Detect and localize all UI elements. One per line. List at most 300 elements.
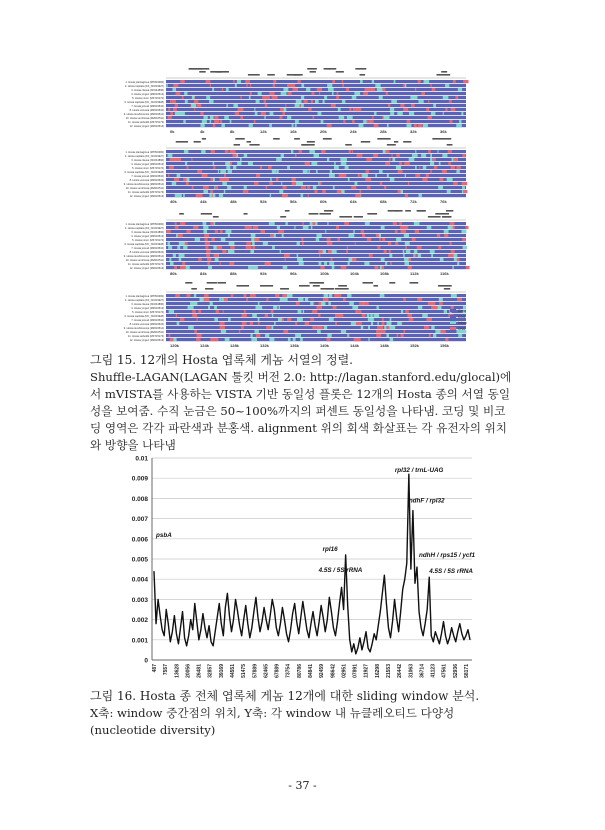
identity-segment (273, 306, 277, 309)
identity-segment (352, 96, 357, 99)
identity-segment (170, 112, 173, 115)
identity-segment (235, 112, 239, 115)
identity-segment (220, 262, 221, 265)
x-tick-label: 80786 (296, 664, 303, 678)
identity-segment (194, 108, 195, 111)
identity-segment (431, 326, 434, 329)
identity-segment (352, 150, 353, 153)
identity-segment (318, 250, 323, 253)
identity-segment (180, 266, 186, 269)
identity-segment (288, 338, 291, 341)
identity-segment (203, 226, 208, 229)
identity-segment (197, 170, 202, 173)
identity-segment (204, 294, 209, 297)
identity-segment (203, 186, 207, 189)
identity-segment (456, 124, 462, 127)
identity-segment (194, 330, 197, 333)
position-tick-label: 156k (440, 343, 449, 348)
species-label: 6. Hosta capitata (NC_NC019928) (124, 243, 164, 247)
identity-segment (209, 100, 214, 103)
identity-segment (186, 230, 190, 233)
legend-swatch (450, 315, 456, 318)
gene-arrow (345, 144, 352, 146)
identity-segment (170, 262, 173, 265)
identity-segment (310, 318, 314, 321)
species-track (166, 182, 466, 185)
identity-segment (184, 92, 187, 95)
identity-segment (228, 234, 230, 237)
identity-segment (331, 258, 333, 261)
identity-segment (269, 182, 272, 185)
identity-segment (324, 96, 327, 99)
position-tick-label: 68k (380, 199, 387, 204)
identity-segment (327, 124, 332, 127)
identity-segment (287, 294, 293, 297)
identity-segment (395, 242, 398, 245)
x-tick-label: 62465 (263, 664, 270, 678)
identity-segment (351, 186, 356, 189)
gene-arrow (285, 210, 290, 212)
species-label: 2. Hosta capitata (KF_NC019927) (124, 155, 164, 159)
x-tick-label: 126442 (397, 664, 404, 678)
identity-segment (399, 222, 402, 225)
identity-segment (295, 154, 297, 157)
identity-segment (250, 294, 256, 297)
identity-segment (188, 326, 194, 329)
figure-16-caption-head: 그림 16. Hosta 종 전체 엽록체 게놈 12개에 대한 sliding window 분석. (90, 689, 480, 703)
identity-segment (439, 302, 443, 305)
identity-segment (270, 112, 274, 115)
identity-segment (341, 162, 347, 165)
identity-segment (389, 326, 395, 329)
identity-segment (462, 154, 465, 157)
identity-segment (453, 182, 457, 185)
identity-segment (463, 80, 468, 83)
identity-segment (206, 80, 211, 83)
identity-segment (285, 104, 286, 107)
identity-segment (283, 88, 288, 91)
identity-segment (418, 80, 421, 83)
identity-segment (330, 170, 332, 173)
identity-segment (466, 226, 469, 229)
species-track (166, 174, 466, 177)
identity-segment (389, 158, 391, 161)
identity-segment (327, 84, 332, 87)
identity-segment (284, 254, 290, 257)
identity-segment (281, 92, 286, 95)
gene-arrow (280, 216, 286, 218)
identity-segment (466, 266, 470, 269)
y-tick-label: 0.009 (131, 475, 148, 483)
species-label: 4. Hosta yingeri (MZ016513) (131, 163, 164, 167)
identity-segment (272, 314, 273, 317)
identity-segment (220, 230, 222, 233)
identity-segment (327, 158, 329, 161)
identity-segment (266, 334, 270, 337)
identity-segment (449, 120, 452, 123)
identity-segment (453, 254, 457, 257)
identity-segment (196, 338, 201, 341)
identity-segment (406, 250, 411, 253)
identity-segment (254, 108, 255, 111)
identity-segment (341, 330, 346, 333)
identity-segment (222, 88, 223, 91)
identity-segment (426, 174, 429, 177)
identity-segment (256, 100, 260, 103)
identity-segment (409, 112, 414, 115)
identity-segment (188, 306, 190, 309)
x-tick-label: 98642 (330, 664, 337, 678)
identity-segment (221, 238, 226, 241)
species-label: 9. Hosta tsushimensis (MZ016514) (123, 327, 164, 331)
legend-swatch (450, 327, 456, 330)
identity-segment (400, 226, 406, 229)
species-label: 5. Hosta minor (MK715174) (132, 311, 164, 315)
figure-16-caption-body: X축: window 중간점의 위치, Y축: 각 window 내 뉴클레오티드 다양성(nucleotide diversity) (90, 706, 455, 737)
identity-segment (230, 150, 236, 153)
species-label: 6. Hosta capitata (NC_NC019928) (124, 315, 164, 319)
identity-segment (452, 266, 453, 269)
identity-segment (179, 258, 182, 261)
identity-segment (369, 120, 374, 123)
gene-arrow (207, 282, 217, 284)
identity-segment (225, 338, 230, 341)
mvista-alignment-svg (104, 62, 476, 354)
identity-segment (292, 88, 297, 91)
identity-segment (285, 222, 287, 225)
identity-segment (314, 190, 317, 193)
identity-segment (401, 310, 403, 313)
figure-15-caption-body: Shuffle-LAGAN(LAGAN 툴킷 버전 2.0: http://lagan.stanford.edu/glocal)에서 mVISTA를 사용하는 VISTA 기반 동일성 플롯은 12개의 Hosta 종의 서열 동일성을 보여줌. 수직 눈금은 50~100%까지의 퍼센트 동일성을 나타냄. 코딩 및 비코딩 영역은 각각 파란색과 분홍색. alignment 위의 회색 화살표는 각 유전자의 위치와 방향을 나타냄 (90, 370, 512, 452)
species-label: 9. Hosta tsushimensis (MZ016514) (123, 255, 164, 259)
identity-segment (172, 182, 176, 185)
position-tick-label: 24k (350, 129, 357, 134)
identity-segment (308, 194, 309, 197)
identity-segment (398, 170, 403, 173)
identity-segment (442, 170, 447, 173)
species-track (166, 158, 466, 161)
species-label: 4. Hosta yingeri (MZ016513) (131, 93, 164, 97)
identity-segment (279, 306, 280, 309)
identity-segment (207, 262, 209, 265)
identity-segment (431, 302, 435, 305)
x-tick-label: 107891 (352, 664, 359, 678)
gene-arrow (189, 68, 202, 70)
identity-segment (433, 104, 436, 107)
identity-segment (324, 326, 327, 329)
identity-segment (312, 326, 314, 329)
identity-segment (225, 162, 230, 165)
species-label: 2. Hosta capitata (KF_NC019927) (124, 299, 164, 303)
identity-segment (391, 100, 397, 103)
identity-segment (270, 178, 271, 181)
identity-segment (408, 266, 412, 269)
identity-segment (183, 246, 187, 249)
identity-segment (356, 108, 361, 111)
identity-segment (401, 334, 404, 337)
identity-segment (177, 174, 181, 177)
species-label: 9. Hosta tsushimensis (MZ016514) (123, 113, 164, 117)
legend-swatch (450, 309, 456, 312)
identity-segment (301, 84, 304, 87)
identity-segment (315, 100, 319, 103)
identity-segment (324, 294, 329, 297)
gene-arrow (236, 285, 249, 287)
identity-segment (438, 246, 441, 249)
identity-segment (334, 162, 336, 165)
identity-segment (170, 338, 173, 341)
identity-segment (261, 112, 266, 115)
identity-segment (397, 334, 399, 337)
identity-segment (266, 298, 268, 301)
identity-segment (220, 178, 225, 181)
identity-segment (424, 80, 428, 83)
identity-segment (384, 326, 386, 329)
identity-segment (253, 226, 258, 229)
species-track (166, 80, 466, 83)
identity-segment (179, 234, 182, 237)
x-tick-label: 20056 (185, 664, 192, 678)
identity-segment (379, 238, 381, 241)
identity-segment (367, 186, 371, 189)
identity-segment (310, 222, 313, 225)
x-tick-label: 57889 (252, 664, 259, 678)
x-tick-label: 121553 (386, 664, 392, 678)
identity-segment (320, 266, 324, 269)
identity-segment (430, 250, 435, 253)
identity-segment (382, 238, 385, 241)
identity-segment (176, 92, 181, 95)
gene-arrow (310, 71, 316, 73)
identity-segment (168, 154, 173, 157)
identity-segment (184, 178, 186, 181)
identity-segment (366, 158, 372, 161)
identity-segment (457, 258, 460, 261)
identity-segment (204, 298, 210, 301)
gene-arrow (205, 288, 213, 290)
identity-segment (209, 194, 211, 197)
identity-segment (366, 170, 369, 173)
identity-segment (435, 330, 440, 333)
identity-segment (355, 242, 356, 245)
gene-arrow (247, 141, 251, 143)
identity-segment (409, 158, 415, 161)
legend-label: Gene (458, 309, 467, 313)
gene-arrow (410, 282, 419, 284)
identity-segment (280, 108, 284, 111)
identity-segment (362, 174, 368, 177)
identity-segment (461, 230, 466, 233)
identity-segment (369, 88, 375, 91)
identity-segment (300, 182, 303, 185)
identity-segment (365, 88, 371, 91)
identity-segment (444, 310, 447, 313)
identity-segment (433, 158, 436, 161)
species-label: 12. Hosta yingeri (MZ016516) (129, 195, 164, 199)
identity-segment (432, 306, 437, 309)
species-label: 8. Hosta venusta (MZ016515) (129, 109, 164, 113)
identity-segment (439, 162, 441, 165)
identity-segment (428, 100, 429, 103)
identity-segment (176, 314, 177, 317)
identity-segment (198, 258, 201, 261)
identity-segment (423, 166, 427, 169)
identity-segment (297, 318, 300, 321)
identity-segment (204, 238, 207, 241)
position-tick-label: 40k (170, 199, 177, 204)
gene-arrow (405, 210, 411, 212)
y-tick-label: 0.004 (131, 576, 148, 584)
identity-segment (434, 166, 437, 169)
identity-segment (439, 298, 443, 301)
identity-segment (233, 154, 237, 157)
identity-segment (210, 302, 213, 305)
identity-segment (394, 80, 396, 83)
gene-arrow (267, 74, 275, 76)
identity-segment (339, 116, 345, 119)
gene-arrow (307, 68, 317, 70)
identity-segment (299, 150, 302, 153)
identity-segment (458, 88, 462, 91)
gene-arrow (361, 141, 370, 143)
identity-segment (392, 158, 395, 161)
identity-segment (302, 242, 304, 245)
identity-segment (463, 190, 467, 193)
gene-arrow (324, 210, 333, 212)
gene-arrow (299, 285, 310, 287)
identity-segment (371, 322, 373, 325)
species-label: 11. Hosta sieboldii (MK715173) (128, 191, 164, 195)
identity-segment (344, 222, 349, 225)
identity-segment (211, 190, 213, 193)
identity-segment (250, 334, 252, 337)
species-label: 12. Hosta yingeri (MZ016516) (129, 125, 164, 129)
identity-segment (269, 124, 272, 127)
identity-segment (437, 150, 438, 153)
identity-segment (356, 322, 362, 325)
identity-segment (384, 186, 386, 189)
identity-segment (252, 242, 255, 245)
identity-segment (261, 230, 265, 233)
identity-segment (246, 190, 248, 193)
figure-15-caption (90, 352, 515, 454)
identity-segment (329, 294, 332, 297)
identity-segment (170, 100, 172, 103)
position-tick-label: 136k (290, 343, 299, 348)
legend-label: CNS (458, 327, 466, 331)
species-label: 7. Hosta jonesii (MZ016516) (131, 247, 164, 251)
identity-segment (418, 100, 423, 103)
identity-segment (363, 120, 365, 123)
identity-segment (439, 178, 443, 181)
gene-arrow (294, 138, 300, 140)
identity-segment (283, 186, 287, 189)
identity-segment (301, 194, 304, 197)
identity-segment (303, 310, 304, 313)
identity-segment (368, 338, 369, 341)
identity-segment (377, 326, 381, 329)
identity-segment (365, 222, 370, 225)
identity-segment (443, 112, 444, 115)
identity-segment (297, 242, 300, 245)
identity-segment (372, 116, 373, 119)
identity-segment (340, 294, 341, 297)
identity-segment (277, 226, 280, 229)
identity-segment (204, 234, 209, 237)
annotation-label: 4.5S / 5S rRNA (318, 567, 363, 575)
identity-segment (332, 266, 335, 269)
identity-segment (214, 120, 219, 123)
identity-segment (281, 154, 284, 157)
identity-segment (210, 120, 211, 123)
identity-segment (266, 96, 270, 99)
gene-arrow (363, 282, 373, 284)
gene-arrow (377, 138, 390, 140)
identity-segment (342, 84, 344, 87)
identity-segment (208, 306, 210, 309)
identity-segment (212, 88, 214, 91)
gene-arrow (248, 74, 260, 76)
identity-segment (210, 84, 211, 87)
identity-segment (217, 246, 222, 249)
page-number: - 37 - (288, 779, 317, 792)
identity-segment (317, 330, 321, 333)
identity-segment (269, 338, 274, 341)
identity-segment (451, 166, 456, 169)
identity-segment (190, 302, 195, 305)
identity-segment (347, 334, 348, 337)
gene-arrow (394, 141, 398, 143)
identity-segment (382, 266, 384, 269)
identity-segment (399, 162, 402, 165)
identity-segment (210, 116, 214, 119)
identity-segment (200, 298, 204, 301)
identity-segment (308, 108, 311, 111)
identity-segment (423, 124, 428, 127)
identity-segment (319, 262, 322, 265)
identity-segment (271, 234, 274, 237)
position-tick-label: 0k (170, 129, 175, 134)
identity-segment (180, 318, 184, 321)
x-tick-label: 84841 (308, 664, 314, 678)
identity-segment (185, 100, 188, 103)
identity-segment (214, 338, 216, 341)
species-label: 8. Hosta venusta (MZ016515) (129, 251, 164, 255)
identity-segment (361, 302, 362, 305)
identity-segment (360, 80, 363, 83)
identity-segment (203, 116, 207, 119)
identity-segment (353, 108, 355, 111)
position-tick-label: 132k (260, 343, 269, 348)
identity-segment (379, 234, 381, 237)
gene-arrow (436, 74, 450, 76)
identity-segment (339, 174, 345, 177)
identity-segment (418, 194, 421, 197)
x-tick-label: 32857 (207, 664, 214, 678)
identity-segment (239, 330, 240, 333)
gene-arrow (326, 288, 333, 290)
identity-segment (318, 112, 322, 115)
identity-segment (336, 96, 339, 99)
identity-segment (311, 92, 314, 95)
identity-segment (203, 222, 207, 225)
identity-segment (189, 306, 193, 309)
identity-segment (265, 314, 268, 317)
identity-segment (272, 170, 277, 173)
identity-segment (310, 302, 313, 305)
identity-segment (354, 92, 360, 95)
identity-segment (362, 314, 366, 317)
